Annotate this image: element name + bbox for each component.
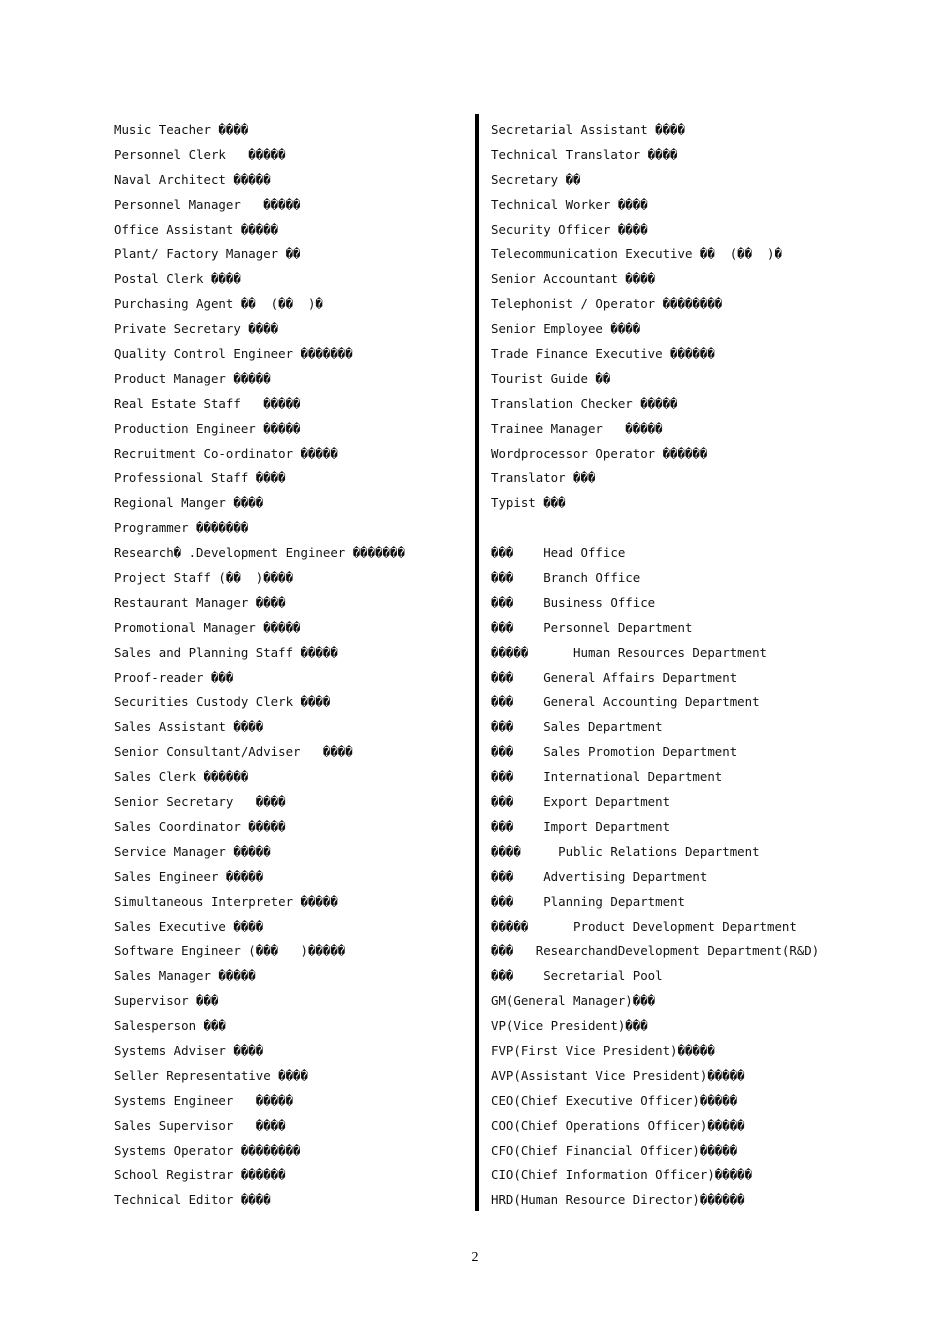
left-column-line: Project Staff (�� )���� xyxy=(114,570,294,586)
right-column-line: Senior Employee ���� xyxy=(491,321,641,337)
right-column-line: ��� Head Office xyxy=(491,545,626,561)
right-column-line: ��� General Affairs Department xyxy=(491,669,738,685)
right-column-line: FVP(First Vice President)����� xyxy=(491,1042,715,1058)
left-column-line: Proof-reader ��� xyxy=(114,669,234,685)
left-column-line: Systems Operator �������� xyxy=(114,1142,301,1158)
left-column-line: Sales Supervisor ���� xyxy=(114,1117,286,1133)
left-column-line: Technical Editor ���� xyxy=(114,1192,271,1208)
left-column-line: Sales Assistant ���� xyxy=(114,719,264,735)
left-column-line: Personnel Manager ����� xyxy=(114,196,301,212)
left-column-line: Sales Clerk ������ xyxy=(114,769,249,785)
left-column-line: Senior Secretary ���� xyxy=(114,794,286,810)
right-column-line: Secretarial Assistant ���� xyxy=(491,122,685,137)
left-column-line: Simultaneous Interpreter ����� xyxy=(114,893,338,909)
right-column-line: ���� Public Relations Department xyxy=(491,843,760,859)
right-column-line: ��� Planning Department xyxy=(491,893,685,909)
right-column-line: ��� Sales Department xyxy=(491,719,663,735)
right-column-line: ��� Personnel Department xyxy=(491,619,693,635)
left-column-line: Naval Architect ����� xyxy=(114,171,271,187)
left-column-line: Real Estate Staff ����� xyxy=(114,395,301,411)
column-divider xyxy=(475,114,478,1211)
left-column-line: Product Manager ����� xyxy=(114,370,271,386)
right-column-line: ����� Product Development Department xyxy=(491,918,797,934)
right-column-line: ��� Business Office xyxy=(491,594,656,610)
left-column-line: Sales Executive ���� xyxy=(114,918,264,934)
right-column-line: GM(General Manager)��� xyxy=(491,993,656,1009)
right-column-line: COO(Chief Operations Officer)����� xyxy=(491,1117,745,1133)
left-column-line: Systems Engineer ����� xyxy=(114,1092,294,1108)
left-column-line: Supervisor ��� xyxy=(114,993,219,1009)
left-column-line: Quality Control Engineer ������� xyxy=(114,346,353,362)
left-column-line: Service Manager ����� xyxy=(114,843,271,859)
right-column-line: ��� Secretarial Pool xyxy=(491,968,663,984)
right-column-line: Security Officer ���� xyxy=(491,221,648,237)
left-column-line: Regional Manger ���� xyxy=(114,495,264,511)
right-column-line: ��� ResearchandDevelopment Department(R&D) xyxy=(491,943,820,959)
left-column-line: Senior Consultant/Adviser ���� xyxy=(114,744,353,760)
left-column-line: Sales Coordinator ����� xyxy=(114,818,286,834)
left-column-line: Seller Representative ���� xyxy=(114,1067,308,1083)
right-column-line: AVP(Assistant Vice President)����� xyxy=(491,1067,745,1083)
left-column-line: Systems Adviser ���� xyxy=(114,1042,264,1058)
left-column-line: Restaurant Manager ���� xyxy=(114,594,286,610)
right-column-line xyxy=(491,516,931,541)
right-column-line: Senior Accountant ���� xyxy=(491,271,656,287)
left-column-line: Private Secretary ���� xyxy=(114,321,279,337)
right-column-line: ��� Sales Promotion Department xyxy=(491,744,738,760)
left-column-line: Plant/ Factory Manager �� xyxy=(114,246,301,262)
left-column-line: Music Teacher ���� xyxy=(114,122,249,137)
left-column-line: Research� .Development Engineer ������� xyxy=(114,545,405,561)
right-column-line: ��� Branch Office xyxy=(491,570,641,586)
page-number: 2 xyxy=(471,1250,479,1265)
left-column-line: School Registrar ������ xyxy=(114,1167,286,1183)
left-column-line: Salesperson ��� xyxy=(114,1018,226,1034)
left-column-line: Sales Manager ����� xyxy=(114,968,256,984)
left-column-line: Purchasing Agent �� (�� )� xyxy=(114,296,323,312)
left-column-line: Programmer ������� xyxy=(114,520,249,536)
left-column-line: Promotional Manager ����� xyxy=(114,619,301,635)
left-column-line: Office Assistant ����� xyxy=(114,221,279,237)
right-column-line: Typist ��� xyxy=(491,495,566,511)
right-column-line: ��� Export Department xyxy=(491,794,671,810)
left-column-line: Securities Custody Clerk ���� xyxy=(114,694,331,710)
right-column-line: Technical Translator ���� xyxy=(491,146,678,162)
right-column-line: Technical Worker ���� xyxy=(491,196,648,212)
right-column-line: Secretary �� xyxy=(491,171,581,187)
left-column-line: Software Engineer (��� )����� xyxy=(114,943,346,959)
right-column xyxy=(491,118,931,1213)
right-column-line: ��� Advertising Department xyxy=(491,868,708,884)
right-column-line: Translation Checker ����� xyxy=(491,395,678,411)
left-column-line: Recruitment Co-ordinator ����� xyxy=(114,445,338,461)
left-column xyxy=(114,118,469,1213)
right-column-line: Wordprocessor Operator ������ xyxy=(491,445,708,461)
left-column-line: Professional Staff ���� xyxy=(114,470,286,486)
right-column-line: Telephonist / Operator �������� xyxy=(491,296,723,312)
left-column-line: Personnel Clerk ����� xyxy=(114,146,286,162)
right-column-line: CEO(Chief Executive Officer)����� xyxy=(491,1092,738,1108)
right-column-line: ����� Human Resources Department xyxy=(491,644,768,660)
right-column-line: Trade Finance Executive ������ xyxy=(491,346,715,362)
left-column-line: Postal Clerk ���� xyxy=(114,271,241,287)
right-column-line: HRD(Human Resource Director)������ xyxy=(491,1192,745,1208)
left-column-line: Production Engineer ����� xyxy=(114,420,301,436)
right-column-line: Translator ��� xyxy=(491,470,596,486)
right-column-line: Trainee Manager ����� xyxy=(491,420,663,436)
right-column-line: ��� General Accounting Department xyxy=(491,694,760,710)
right-column-line: ��� International Department xyxy=(491,769,723,785)
right-column-line: Tourist Guide �� xyxy=(491,370,611,386)
left-column-line: Sales and Planning Staff ����� xyxy=(114,644,338,660)
right-column-line: CIO(Chief Information Officer)����� xyxy=(491,1167,753,1183)
left-column-line: Sales Engineer ����� xyxy=(114,868,264,884)
right-column-line: CFO(Chief Financial Officer)����� xyxy=(491,1142,738,1158)
right-column-line: Telecommunication Executive �� (�� )� xyxy=(491,246,782,262)
right-column-line: VP(Vice President)��� xyxy=(491,1018,648,1034)
right-column-line: ��� Import Department xyxy=(491,818,671,834)
